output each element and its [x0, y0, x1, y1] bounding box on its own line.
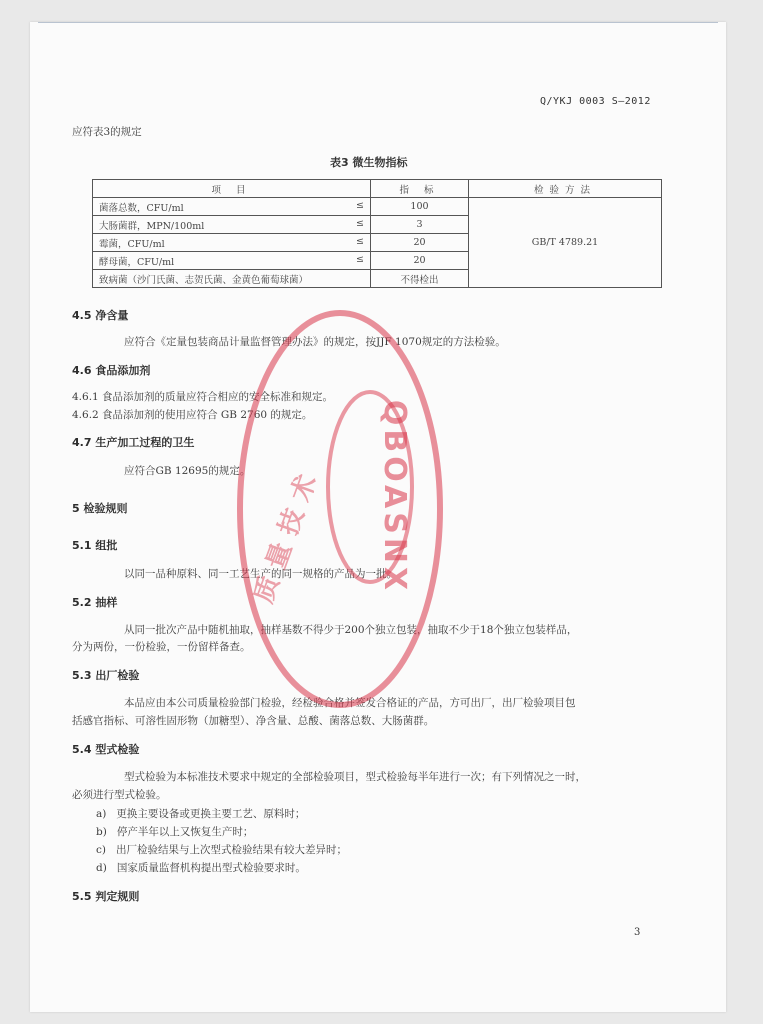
heading-5-3: 5.3 出厂检验: [72, 669, 140, 682]
col-header-method: 检验方法: [469, 180, 662, 198]
list-label: b): [96, 826, 107, 838]
text-5-2-line2: 分为两份，一份检验，一份留样备查。: [72, 641, 251, 653]
list-label: c): [96, 844, 106, 856]
page-number: 3: [634, 927, 641, 938]
row-value: 不得检出: [371, 270, 469, 288]
heading-5-1: 5.1 组批: [72, 539, 118, 552]
row-item: 致病菌（沙门氏菌、志贺氏菌、金黄色葡萄球菌）: [99, 274, 309, 286]
row-relation: ≤: [356, 199, 364, 211]
seal-code-text: QBOASNX: [377, 399, 412, 595]
list-item: [96, 860, 306, 875]
row-item: 霉菌，CFU/ml: [99, 238, 165, 250]
seal-outer-ring: [240, 313, 440, 705]
col-header-index: 指 标: [371, 180, 469, 198]
row-relation: ≤: [356, 235, 364, 247]
text-4-6-2: 4.6.2 食品添加剂的使用应符合 GB 2760 的规定。: [72, 409, 313, 421]
heading-5-5: 5.5 判定规则: [72, 890, 140, 903]
text-4-7: 应符合GB 12695的规定。: [124, 465, 251, 477]
text-5-2-line1: 从同一批次产品中随机抽取，抽样基数不得少于200个独立包装，抽取不少于18个独立包装样品，: [124, 624, 578, 636]
list-item: [96, 806, 305, 821]
list-item: [96, 842, 347, 857]
row-item: 酵母菌，CFU/ml: [99, 256, 175, 268]
heading-4-5: 4.5 净含量: [72, 309, 129, 322]
row-value: 100: [371, 198, 469, 216]
document-page: [30, 22, 726, 1012]
microbial-table: [92, 179, 662, 288]
list-label: d): [96, 862, 107, 874]
text-5-3-line1: 本品应由本公司质量检验部门检验，经检验合格并签发合格证的产品，方可出厂，出厂检验项目包: [124, 697, 576, 709]
table-caption: 表3 微生物指标: [330, 156, 408, 169]
standard-code: Q/YKJ 0003 S—2012: [540, 96, 651, 107]
row-item: 菌落总数，CFU/ml: [99, 202, 184, 214]
intro-text: 应符表3的规定: [72, 126, 142, 138]
heading-4-6: 4.6 食品添加剂: [72, 364, 151, 377]
table-header-row: [93, 180, 662, 198]
list-text: 更换主要设备或更换主要工艺、原料时；: [116, 808, 306, 820]
text-5-1: 以同一品种原料、同一工艺生产的同一规格的产品为一批。: [124, 568, 397, 580]
text-4-6-1: 4.6.1 食品添加剂的质量应符合相应的安全标准和规定。: [72, 391, 334, 403]
method-cell: GB/T 4789.21: [469, 198, 662, 288]
text-4-5: 应符合《定量包装商品计量监督管理办法》的规定，按JJF 1070规定的方法检验。: [124, 336, 506, 348]
row-value: 3: [371, 216, 469, 234]
row-item: 大肠菌群，MPN/100ml: [99, 220, 205, 232]
list-text: 国家质量监督机构提出型式检验要求时。: [116, 862, 306, 874]
heading-5: 5 检验规则: [72, 502, 128, 515]
text-5-3-line2: 括感官指标、可溶性固形物（加糖型）、净含量、总酸、菌落总数、大肠菌群。: [72, 715, 435, 727]
table-row: [93, 198, 662, 216]
row-value: 20: [371, 252, 469, 270]
row-relation: ≤: [356, 217, 364, 229]
text-5-4-line1: 型式检验为本标准技术要求中规定的全部检验项目，型式检验每半年进行一次；有下列情况之一时，: [124, 771, 586, 783]
row-value: 20: [371, 234, 469, 252]
list-label: a): [96, 808, 107, 820]
list-text: 出厂检验结果与上次型式检验结果有较大差异时；: [116, 844, 347, 856]
list-item: [96, 824, 253, 839]
list-text: 停产半年以上又恢复生产时；: [116, 826, 254, 838]
heading-4-7: 4.7 生产加工过程的卫生: [72, 436, 195, 449]
seal-upper-text: 质量技术: [248, 461, 327, 608]
text-5-4-line2: 必须进行型式检验。: [72, 789, 167, 801]
heading-5-2: 5.2 抽样: [72, 596, 118, 609]
page-top-rule: [38, 22, 718, 23]
seal-inner-ring: [328, 392, 412, 582]
row-relation: ≤: [356, 253, 364, 265]
company-seal-stamp: [235, 307, 445, 712]
heading-5-4: 5.4 型式检验: [72, 743, 140, 756]
col-header-item: 项 目: [93, 180, 371, 198]
